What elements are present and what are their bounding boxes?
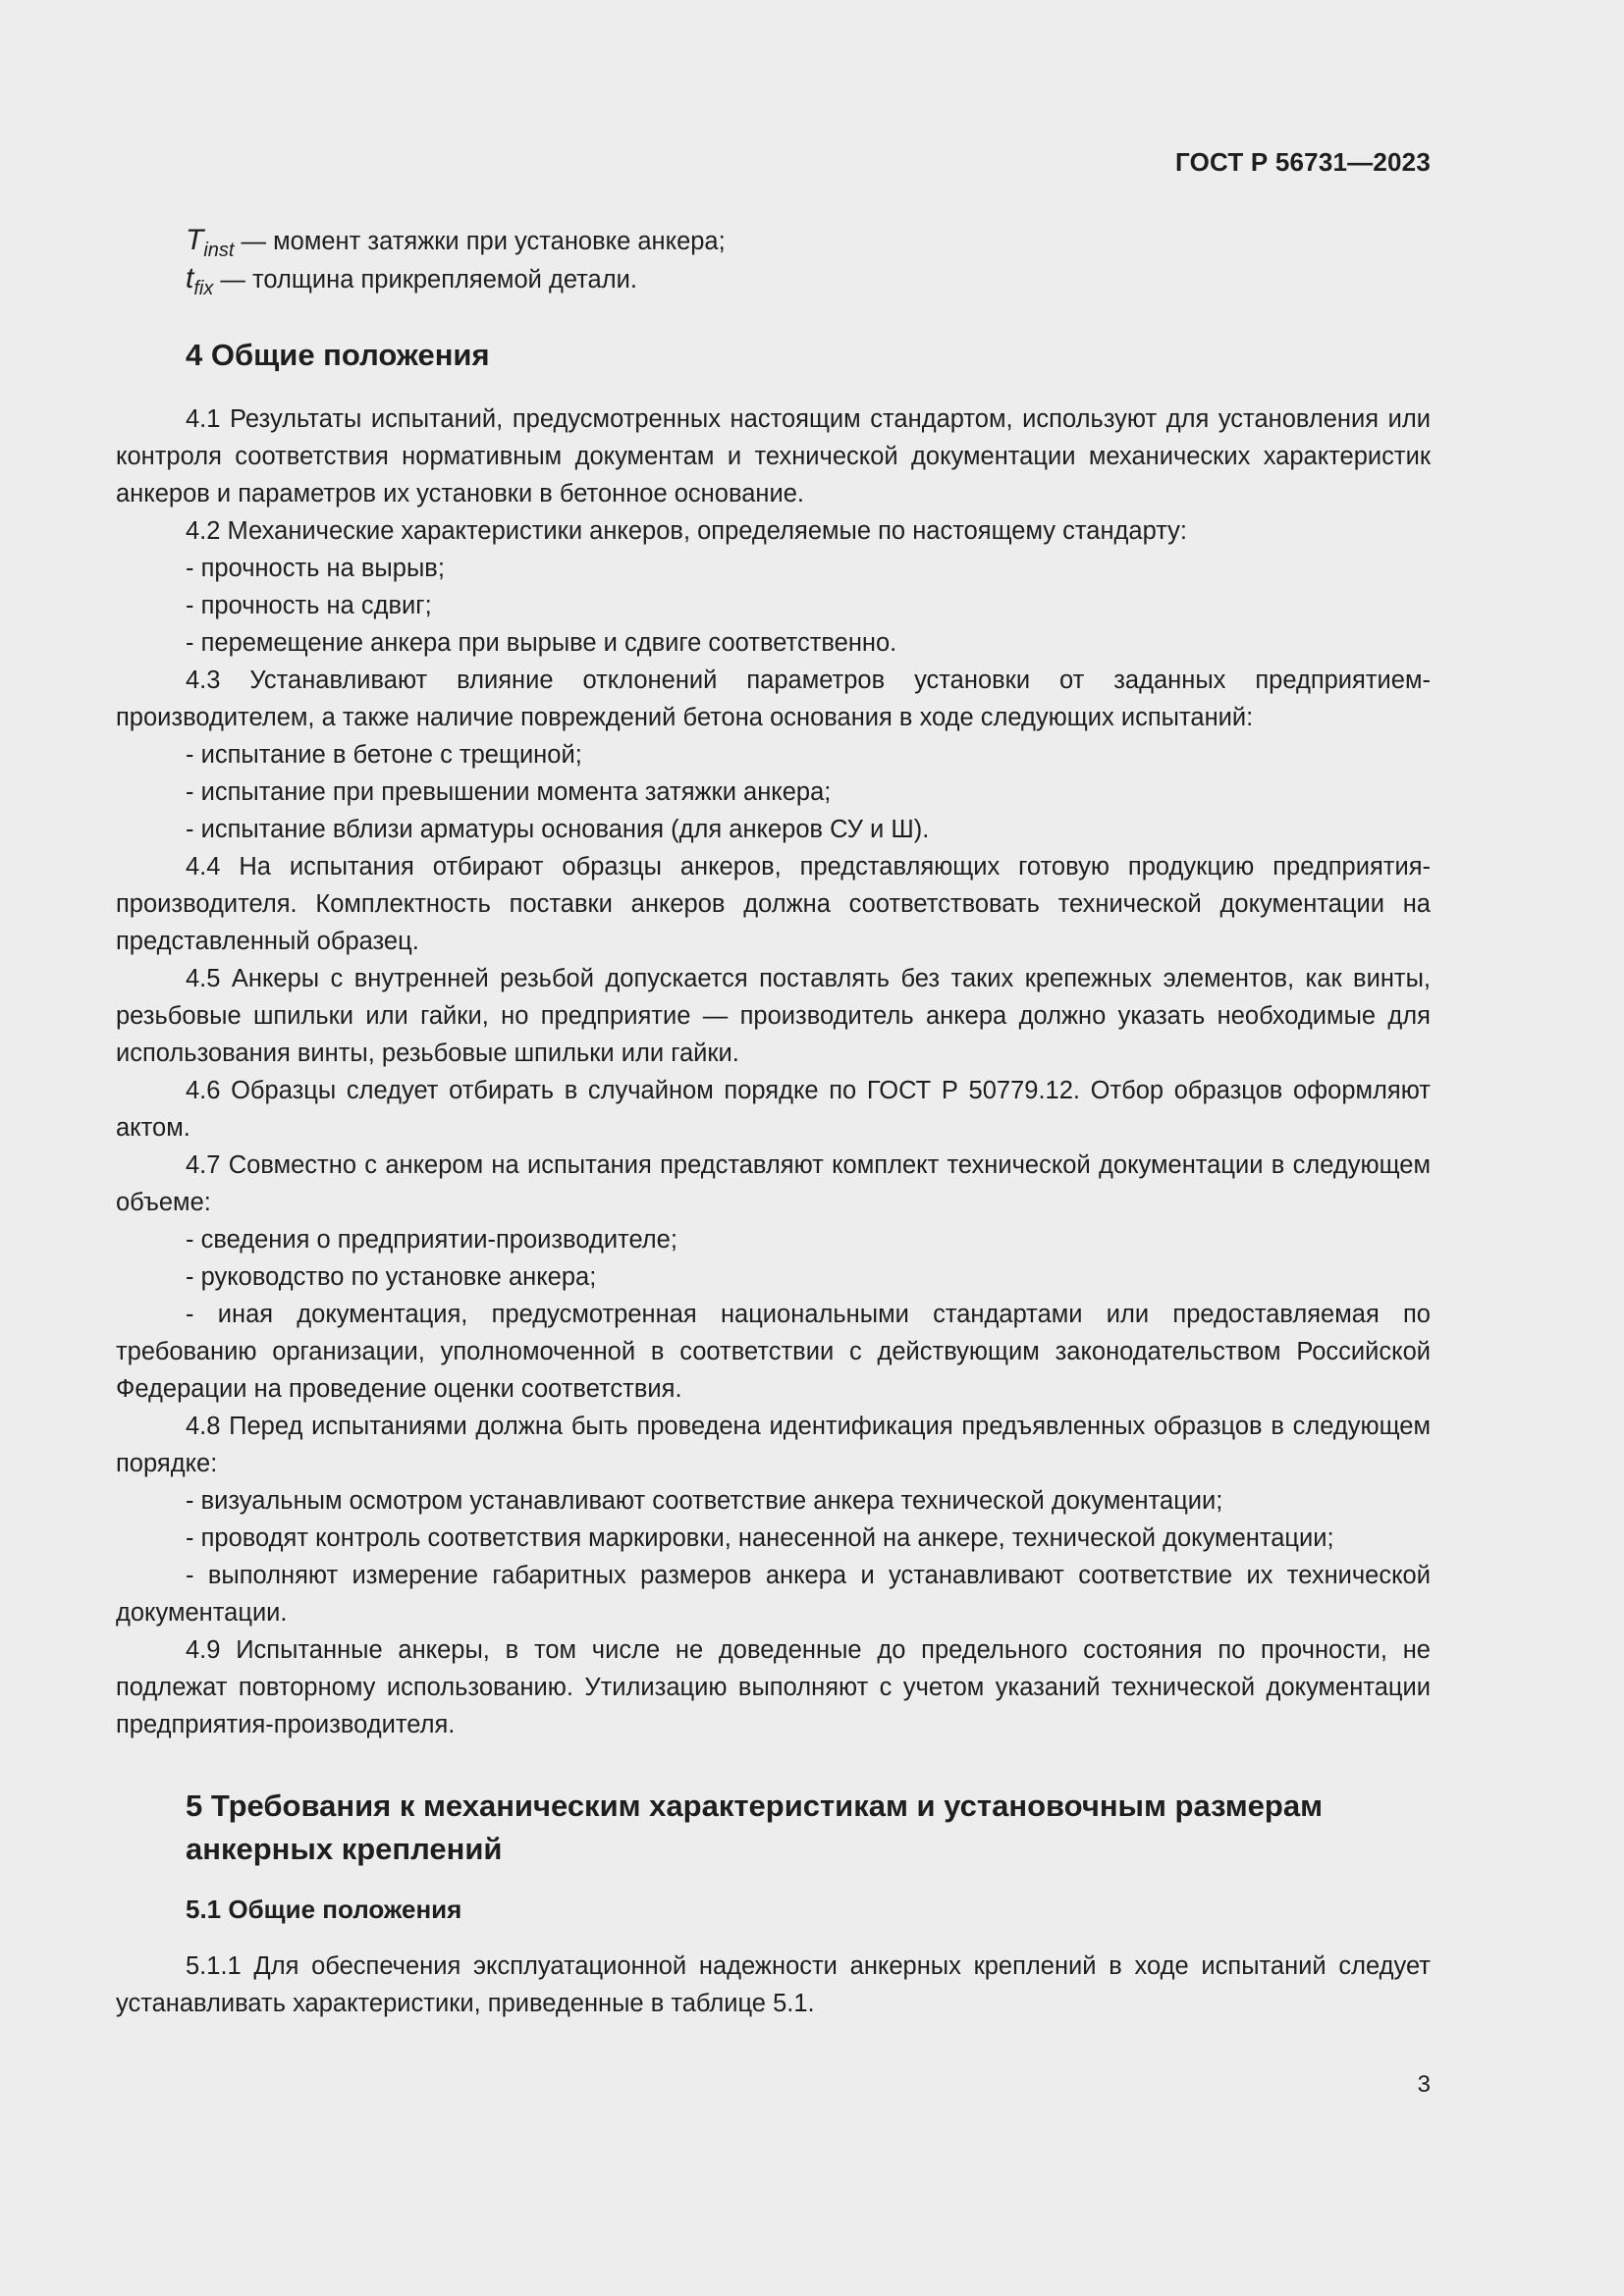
paragraph-4-1: 4.1 Результаты испытаний, предусмотренных настоящим стандартом, используют для установления или контроля соответствия нормативным документам и технической документации механических характеристик анкеров и параметров их установки в бетонное основание. — [116, 405, 1431, 507]
subsection-5-1-heading: 5.1 Общие положения — [186, 1895, 462, 1924]
list-item: - проводят контроль соответствия маркировки, нанесенной на анкере, технической документации; — [186, 1524, 1334, 1552]
list-item: - испытание вблизи арматуры основания (для анкеров СУ и Ш). — [186, 816, 930, 843]
paragraph-5-1-1: 5.1.1 Для обеспечения эксплуатационной надежности анкерных креплений в ходе испытаний следует устанавливать характеристики, приведенные в таблице 5.1. — [116, 1952, 1431, 2017]
paragraph-4-5: 4.5 Анкеры с внутренней резьбой допускается поставлять без таких крепежных элементов, как винты, резьбовые шпильки или гайки, но предприятие — производитель анкера должно указать необходимые для использования винты, резьбовые шпильки или гайки. — [116, 965, 1431, 1067]
paragraph-4-8: 4.8 Перед испытаниями должна быть проведена идентификация предъявленных образцов в следующем порядке: — [116, 1413, 1431, 1477]
paragraph-4-2: 4.2 Механические характеристики анкеров, определяемые по настоящему стандарту: — [186, 517, 1188, 545]
symbol: $t_{fix}$ — [186, 262, 214, 299]
section-5-heading: 5 Требования к механическим характеристикам и установочным размерам анкерных креплений — [186, 1789, 1324, 1866]
list-item: - перемещение анкера при вырыве и сдвиге соответственно. — [186, 629, 897, 657]
definition-t-fix: $t_{fix}$ — толщина прикрепляемой детали. — [186, 262, 637, 299]
document-code: ГОСТ Р 56731—2023 — [1175, 147, 1431, 177]
list-item: - испытание при превышении момента затяжки анкера; — [186, 778, 832, 806]
list-item: - прочность на сдвиг; — [186, 592, 432, 619]
list-item: - выполняют измерение габаритных размеров анкера и устанавливают соответствие их технической документации. — [116, 1562, 1431, 1627]
paragraph-4-3: 4.3 Устанавливают влияние отклонений параметров установки от заданных предприятием-производителем, а также наличие повреждений бетона основания в ходе следующих испытаний: — [116, 667, 1431, 731]
list-item: - руководство по установке анкера; — [186, 1263, 597, 1291]
list-item: - иная документация, предусмотренная национальными стандартами или предоставляемая по требованию организации, уполномоченной в соответствии с действующим законодательством Российской Федерации на проведение оценки соответствия. — [116, 1301, 1431, 1403]
list-item: - сведения о предприятии-производителе; — [186, 1226, 677, 1254]
page-content — [116, 222, 1431, 2022]
paragraph-4-4: 4.4 На испытания отбирают образцы анкеров, представляющих готовую продукцию предприятия-производителя. Комплектность поставки анкеров должна соответствовать технической документации на представленный образец. — [116, 853, 1431, 955]
list-item: - визуальным осмотром устанавливают соответствие анкера технической документации; — [186, 1487, 1223, 1515]
paragraph-4-6: 4.6 Образцы следует отбирать в случайном порядке по ГОСТ Р 50779.12. Отбор образцов оформляют актом. — [116, 1077, 1431, 1142]
page-number: 3 — [1417, 2071, 1431, 2098]
paragraph-4-9: 4.9 Испытанные анкеры, в том числе не доведенные до предельного состояния по прочности, не подлежат повторному использованию. Утилизацию выполняют с учетом указаний технической документации предприятия-производителя. — [116, 1636, 1431, 1738]
list-item: - прочность на вырыв; — [186, 555, 445, 582]
section-4-heading: 4 Общие положения — [186, 338, 490, 372]
list-item: - испытание в бетоне с трещиной; — [186, 741, 582, 769]
symbol: $T_{inst}$ — [186, 224, 235, 261]
definition-t-inst: $T_{inst}$ — момент затяжки при установке анкера; — [186, 224, 726, 261]
paragraph-4-7: 4.7 Совместно с анкером на испытания представляют комплект технической документации в следующем объеме: — [116, 1151, 1431, 1216]
